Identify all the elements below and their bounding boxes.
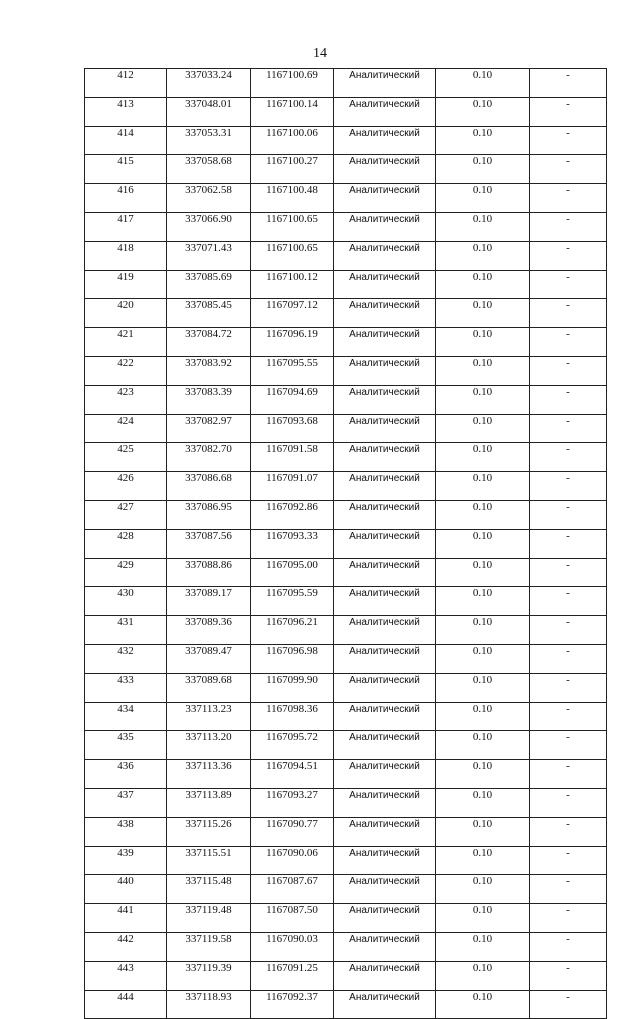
accuracy-cell: 0.10 [436, 846, 530, 875]
y-coordinate-cell: 1167092.37 [251, 990, 334, 1019]
note-cell: - [530, 241, 607, 270]
x-coordinate-cell: 337053.31 [167, 126, 251, 155]
y-coordinate-cell: 1167091.25 [251, 961, 334, 990]
method-cell: Аналитический [334, 529, 436, 558]
table-row [85, 328, 607, 357]
table-row [85, 904, 607, 933]
note-cell: - [530, 788, 607, 817]
table-row [85, 241, 607, 270]
table-row [85, 932, 607, 961]
x-coordinate-cell: 337119.48 [167, 904, 251, 933]
y-coordinate-cell: 1167100.14 [251, 97, 334, 126]
note-cell: - [530, 587, 607, 616]
y-coordinate-cell: 1167093.27 [251, 788, 334, 817]
accuracy-cell: 0.10 [436, 299, 530, 328]
y-coordinate-cell: 1167091.07 [251, 472, 334, 501]
y-coordinate-cell: 1167100.65 [251, 241, 334, 270]
method-cell: Аналитический [334, 875, 436, 904]
point-number-cell: 428 [85, 529, 167, 558]
y-coordinate-cell: 1167092.86 [251, 500, 334, 529]
point-number-cell: 438 [85, 817, 167, 846]
note-cell: - [530, 760, 607, 789]
point-number-cell: 419 [85, 270, 167, 299]
method-cell: Аналитический [334, 616, 436, 645]
point-number-cell: 435 [85, 731, 167, 760]
y-coordinate-cell: 1167090.03 [251, 932, 334, 961]
note-cell: - [530, 472, 607, 501]
y-coordinate-cell: 1167094.69 [251, 385, 334, 414]
x-coordinate-cell: 337087.56 [167, 529, 251, 558]
method-cell: Аналитический [334, 184, 436, 213]
x-coordinate-cell: 337089.47 [167, 644, 251, 673]
note-cell: - [530, 731, 607, 760]
y-coordinate-cell: 1167100.65 [251, 212, 334, 241]
method-cell: Аналитический [334, 932, 436, 961]
x-coordinate-cell: 337084.72 [167, 328, 251, 357]
note-cell: - [530, 846, 607, 875]
x-coordinate-cell: 337085.69 [167, 270, 251, 299]
note-cell: - [530, 69, 607, 98]
point-number-cell: 412 [85, 69, 167, 98]
note-cell: - [530, 385, 607, 414]
y-coordinate-cell: 1167091.58 [251, 443, 334, 472]
table-row [85, 299, 607, 328]
table-row [85, 472, 607, 501]
y-coordinate-cell: 1167100.48 [251, 184, 334, 213]
accuracy-cell: 0.10 [436, 69, 530, 98]
point-number-cell: 441 [85, 904, 167, 933]
table-row [85, 97, 607, 126]
y-coordinate-cell: 1167090.06 [251, 846, 334, 875]
point-number-cell: 413 [85, 97, 167, 126]
accuracy-cell: 0.10 [436, 961, 530, 990]
note-cell: - [530, 299, 607, 328]
method-cell: Аналитический [334, 644, 436, 673]
accuracy-cell: 0.10 [436, 990, 530, 1019]
x-coordinate-cell: 337119.39 [167, 961, 251, 990]
method-cell: Аналитический [334, 961, 436, 990]
method-cell: Аналитический [334, 328, 436, 357]
note-cell: - [530, 673, 607, 702]
accuracy-cell: 0.10 [436, 817, 530, 846]
note-cell: - [530, 644, 607, 673]
y-coordinate-cell: 1167093.33 [251, 529, 334, 558]
method-cell: Аналитический [334, 212, 436, 241]
method-cell: Аналитический [334, 155, 436, 184]
table-row [85, 846, 607, 875]
method-cell: Аналитический [334, 414, 436, 443]
method-cell: Аналитический [334, 270, 436, 299]
method-cell: Аналитический [334, 817, 436, 846]
note-cell: - [530, 558, 607, 587]
note-cell: - [530, 184, 607, 213]
note-cell: - [530, 529, 607, 558]
table-row [85, 558, 607, 587]
y-coordinate-cell: 1167100.27 [251, 155, 334, 184]
note-cell: - [530, 356, 607, 385]
accuracy-cell: 0.10 [436, 184, 530, 213]
point-number-cell: 434 [85, 702, 167, 731]
table-row [85, 760, 607, 789]
point-number-cell: 432 [85, 644, 167, 673]
note-cell: - [530, 961, 607, 990]
point-number-cell: 442 [85, 932, 167, 961]
accuracy-cell: 0.10 [436, 443, 530, 472]
x-coordinate-cell: 337113.20 [167, 731, 251, 760]
accuracy-cell: 0.10 [436, 529, 530, 558]
note-cell: - [530, 414, 607, 443]
point-number-cell: 443 [85, 961, 167, 990]
y-coordinate-cell: 1167096.98 [251, 644, 334, 673]
method-cell: Аналитический [334, 788, 436, 817]
method-cell: Аналитический [334, 443, 436, 472]
note-cell: - [530, 126, 607, 155]
accuracy-cell: 0.10 [436, 587, 530, 616]
accuracy-cell: 0.10 [436, 616, 530, 645]
x-coordinate-cell: 337115.51 [167, 846, 251, 875]
accuracy-cell: 0.10 [436, 270, 530, 299]
note-cell: - [530, 328, 607, 357]
table-row [85, 961, 607, 990]
x-coordinate-cell: 337071.43 [167, 241, 251, 270]
y-coordinate-cell: 1167099.90 [251, 673, 334, 702]
table-row [85, 270, 607, 299]
method-cell: Аналитический [334, 500, 436, 529]
y-coordinate-cell: 1167100.06 [251, 126, 334, 155]
x-coordinate-cell: 337082.97 [167, 414, 251, 443]
point-number-cell: 417 [85, 212, 167, 241]
note-cell: - [530, 817, 607, 846]
y-coordinate-cell: 1167097.12 [251, 299, 334, 328]
method-cell: Аналитический [334, 385, 436, 414]
y-coordinate-cell: 1167095.72 [251, 731, 334, 760]
point-number-cell: 429 [85, 558, 167, 587]
method-cell: Аналитический [334, 356, 436, 385]
note-cell: - [530, 97, 607, 126]
x-coordinate-cell: 337085.45 [167, 299, 251, 328]
note-cell: - [530, 212, 607, 241]
accuracy-cell: 0.10 [436, 673, 530, 702]
accuracy-cell: 0.10 [436, 644, 530, 673]
y-coordinate-cell: 1167096.21 [251, 616, 334, 645]
accuracy-cell: 0.10 [436, 155, 530, 184]
table-row [85, 875, 607, 904]
x-coordinate-cell: 337119.58 [167, 932, 251, 961]
accuracy-cell: 0.10 [436, 97, 530, 126]
x-coordinate-cell: 337113.89 [167, 788, 251, 817]
x-coordinate-cell: 337048.01 [167, 97, 251, 126]
x-coordinate-cell: 337113.23 [167, 702, 251, 731]
y-coordinate-cell: 1167100.12 [251, 270, 334, 299]
accuracy-cell: 0.10 [436, 702, 530, 731]
x-coordinate-cell: 337113.36 [167, 760, 251, 789]
table-row [85, 212, 607, 241]
table-row [85, 731, 607, 760]
y-coordinate-cell: 1167095.55 [251, 356, 334, 385]
x-coordinate-cell: 337086.95 [167, 500, 251, 529]
method-cell: Аналитический [334, 69, 436, 98]
y-coordinate-cell: 1167090.77 [251, 817, 334, 846]
x-coordinate-cell: 337115.48 [167, 875, 251, 904]
accuracy-cell: 0.10 [436, 356, 530, 385]
note-cell: - [530, 155, 607, 184]
accuracy-cell: 0.10 [436, 472, 530, 501]
note-cell: - [530, 616, 607, 645]
table-row [85, 587, 607, 616]
point-number-cell: 437 [85, 788, 167, 817]
table-row [85, 414, 607, 443]
accuracy-cell: 0.10 [436, 558, 530, 587]
table-row [85, 184, 607, 213]
point-number-cell: 425 [85, 443, 167, 472]
y-coordinate-cell: 1167095.59 [251, 587, 334, 616]
table-row [85, 644, 607, 673]
point-number-cell: 416 [85, 184, 167, 213]
method-cell: Аналитический [334, 126, 436, 155]
point-number-cell: 444 [85, 990, 167, 1019]
y-coordinate-cell: 1167096.19 [251, 328, 334, 357]
method-cell: Аналитический [334, 673, 436, 702]
accuracy-cell: 0.10 [436, 126, 530, 155]
note-cell: - [530, 270, 607, 299]
x-coordinate-cell: 337089.17 [167, 587, 251, 616]
point-number-cell: 436 [85, 760, 167, 789]
x-coordinate-cell: 337089.68 [167, 673, 251, 702]
table-row [85, 500, 607, 529]
note-cell: - [530, 443, 607, 472]
method-cell: Аналитический [334, 846, 436, 875]
table-row [85, 817, 607, 846]
y-coordinate-cell: 1167095.00 [251, 558, 334, 587]
accuracy-cell: 0.10 [436, 788, 530, 817]
table-row [85, 443, 607, 472]
table-row [85, 126, 607, 155]
point-number-cell: 431 [85, 616, 167, 645]
x-coordinate-cell: 337118.93 [167, 990, 251, 1019]
y-coordinate-cell: 1167094.51 [251, 760, 334, 789]
table-row [85, 616, 607, 645]
coordinates-table [84, 68, 607, 1019]
accuracy-cell: 0.10 [436, 385, 530, 414]
x-coordinate-cell: 337089.36 [167, 616, 251, 645]
method-cell: Аналитический [334, 904, 436, 933]
method-cell: Аналитический [334, 760, 436, 789]
point-number-cell: 424 [85, 414, 167, 443]
y-coordinate-cell: 1167087.50 [251, 904, 334, 933]
table-row [85, 673, 607, 702]
accuracy-cell: 0.10 [436, 904, 530, 933]
x-coordinate-cell: 337082.70 [167, 443, 251, 472]
y-coordinate-cell: 1167098.36 [251, 702, 334, 731]
accuracy-cell: 0.10 [436, 212, 530, 241]
table-row [85, 788, 607, 817]
point-number-cell: 418 [85, 241, 167, 270]
x-coordinate-cell: 337088.86 [167, 558, 251, 587]
x-coordinate-cell: 337058.68 [167, 155, 251, 184]
note-cell: - [530, 990, 607, 1019]
x-coordinate-cell: 337066.90 [167, 212, 251, 241]
note-cell: - [530, 904, 607, 933]
note-cell: - [530, 875, 607, 904]
x-coordinate-cell: 337086.68 [167, 472, 251, 501]
x-coordinate-cell: 337083.92 [167, 356, 251, 385]
accuracy-cell: 0.10 [436, 760, 530, 789]
point-number-cell: 415 [85, 155, 167, 184]
x-coordinate-cell: 337115.26 [167, 817, 251, 846]
x-coordinate-cell: 337083.39 [167, 385, 251, 414]
y-coordinate-cell: 1167087.67 [251, 875, 334, 904]
accuracy-cell: 0.10 [436, 414, 530, 443]
note-cell: - [530, 500, 607, 529]
point-number-cell: 421 [85, 328, 167, 357]
method-cell: Аналитический [334, 97, 436, 126]
x-coordinate-cell: 337033.24 [167, 69, 251, 98]
x-coordinate-cell: 337062.58 [167, 184, 251, 213]
point-number-cell: 423 [85, 385, 167, 414]
point-number-cell: 427 [85, 500, 167, 529]
note-cell: - [530, 702, 607, 731]
point-number-cell: 420 [85, 299, 167, 328]
table-row [85, 356, 607, 385]
point-number-cell: 414 [85, 126, 167, 155]
method-cell: Аналитический [334, 731, 436, 760]
table-row [85, 702, 607, 731]
point-number-cell: 439 [85, 846, 167, 875]
point-number-cell: 426 [85, 472, 167, 501]
accuracy-cell: 0.10 [436, 241, 530, 270]
method-cell: Аналитический [334, 558, 436, 587]
table-body [85, 69, 607, 1019]
point-number-cell: 433 [85, 673, 167, 702]
accuracy-cell: 0.10 [436, 731, 530, 760]
table-row [85, 385, 607, 414]
method-cell: Аналитический [334, 299, 436, 328]
method-cell: Аналитический [334, 990, 436, 1019]
table-row [85, 990, 607, 1019]
accuracy-cell: 0.10 [436, 932, 530, 961]
table-row [85, 69, 607, 98]
accuracy-cell: 0.10 [436, 875, 530, 904]
table-row [85, 155, 607, 184]
method-cell: Аналитический [334, 702, 436, 731]
point-number-cell: 422 [85, 356, 167, 385]
page-number: 14 [313, 46, 327, 61]
table-row [85, 529, 607, 558]
point-number-cell: 430 [85, 587, 167, 616]
note-cell: - [530, 932, 607, 961]
method-cell: Аналитический [334, 241, 436, 270]
method-cell: Аналитический [334, 587, 436, 616]
y-coordinate-cell: 1167093.68 [251, 414, 334, 443]
method-cell: Аналитический [334, 472, 436, 501]
y-coordinate-cell: 1167100.69 [251, 69, 334, 98]
accuracy-cell: 0.10 [436, 500, 530, 529]
accuracy-cell: 0.10 [436, 328, 530, 357]
point-number-cell: 440 [85, 875, 167, 904]
